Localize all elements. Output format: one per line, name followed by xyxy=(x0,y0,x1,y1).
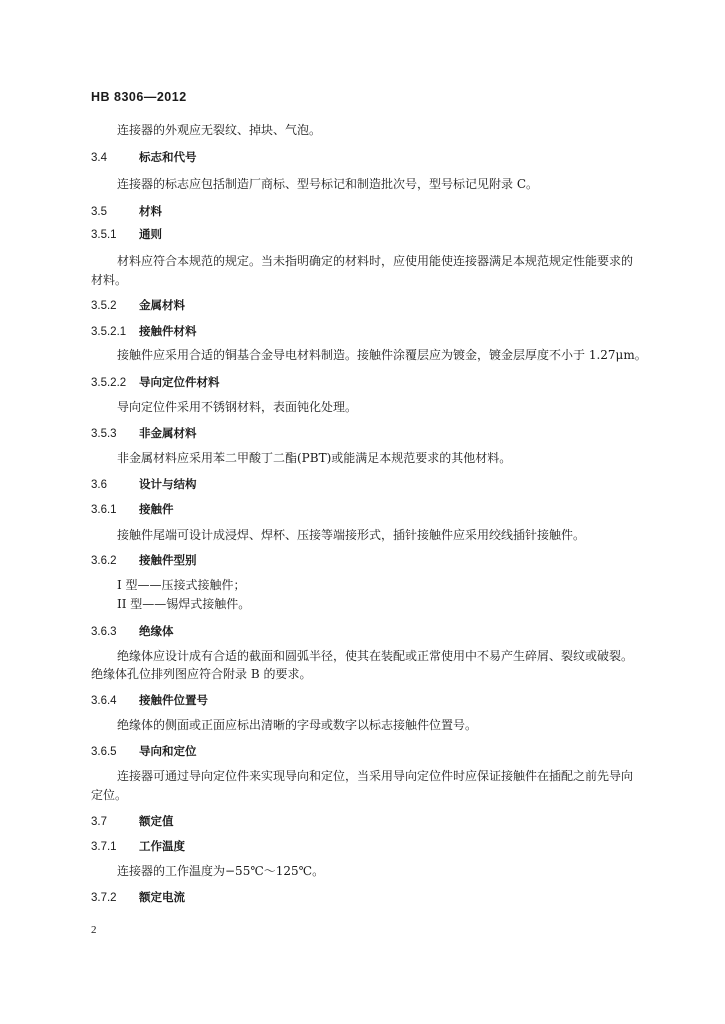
section-number: 3.7 xyxy=(91,816,107,828)
list-item-type-1: I 型——压接式接触件； xyxy=(117,578,246,592)
paragraph-3-4: 连接器的标志应包括制造厂商标、型号标记和制造批次号，型号标记见附录 C。 xyxy=(117,177,538,191)
paragraph-3-5-1-line2: 材料。 xyxy=(91,273,128,287)
section-heading-3-7-2 xyxy=(91,890,185,905)
section-title: 导向和定位 xyxy=(139,744,197,758)
paragraph-3-6-5-line2: 定位。 xyxy=(91,788,128,802)
section-heading-3-5-3 xyxy=(91,426,197,441)
section-number: 3.7.1 xyxy=(91,841,117,853)
section-title: 非金属材料 xyxy=(139,426,197,440)
section-number: 3.6.5 xyxy=(91,746,117,758)
section-title: 接触件材料 xyxy=(139,324,197,338)
section-title: 设计与结构 xyxy=(139,477,197,491)
section-number: 3.6.3 xyxy=(91,626,117,638)
paragraph-3-6-4: 绝缘体的侧面或正面应标出清晰的字母或数字以标志接触件位置号。 xyxy=(117,718,478,732)
section-title: 导向定位件材料 xyxy=(139,375,220,389)
section-number: 3.5.1 xyxy=(91,229,117,241)
section-title: 接触件型别 xyxy=(139,553,197,567)
section-title: 金属材料 xyxy=(139,298,185,312)
section-heading-3-6-4 xyxy=(91,693,208,708)
section-title: 标志和代号 xyxy=(139,150,197,164)
section-number: 3.5.2.2 xyxy=(91,377,127,389)
section-title: 通则 xyxy=(139,227,162,241)
paragraph-3-5-2-2: 导向定位件采用不锈钢材料，表面钝化处理。 xyxy=(117,400,358,414)
section-heading-3-5 xyxy=(91,204,162,219)
section-number: 3.5.2.1 xyxy=(91,326,127,338)
paragraph-3-7-1: 连接器的工作温度为−55℃～125℃。 xyxy=(117,864,325,878)
section-heading-3-6-3 xyxy=(91,624,174,639)
section-heading-3-4 xyxy=(91,150,197,165)
paragraph-3-5-3: 非金属材料应采用苯二甲酸丁二酯(PBT)或能满足本规范要求的其他材料。 xyxy=(117,451,512,465)
section-title: 额定电流 xyxy=(139,890,185,904)
section-heading-3-7 xyxy=(91,814,174,829)
page-number: 2 xyxy=(91,924,97,936)
section-number: 3.4 xyxy=(91,152,107,164)
section-heading-3-6-2 xyxy=(91,553,197,568)
section-heading-3-7-1 xyxy=(91,839,185,854)
section-heading-3-5-2-1 xyxy=(91,324,197,339)
section-heading-3-5-1 xyxy=(91,227,162,242)
section-heading-3-5-2 xyxy=(91,298,185,313)
section-number: 3.5 xyxy=(91,206,107,218)
paragraph-appearance: 连接器的外观应无裂纹、掉块、气泡。 xyxy=(117,123,322,137)
section-title: 绝缘体 xyxy=(139,624,174,638)
paragraph-3-5-1-line1: 材料应符合本规范的规定。当未指明确定的材料时，应使用能使连接器满足本规范规定性能要求的 xyxy=(117,254,634,268)
section-title: 材料 xyxy=(139,204,162,218)
section-number: 3.6.4 xyxy=(91,695,117,707)
section-number: 3.6 xyxy=(91,479,107,491)
section-number: 3.7.2 xyxy=(91,892,117,904)
section-number: 3.5.2 xyxy=(91,300,117,312)
section-heading-3-6 xyxy=(91,477,197,492)
section-title: 接触件 xyxy=(139,502,174,516)
document-code-header: HB 8306—2012 xyxy=(91,90,187,104)
paragraph-3-6-5-line1: 连接器可通过导向定位件来实现导向和定位，当采用导向定位件时应保证接触件在插配之前先导向 xyxy=(117,769,634,783)
paragraph-3-6-3-line1: 绝缘体应设计成有合适的截面和圆弧半径，使其在装配或正常使用中不易产生碎屑、裂纹或破裂。 xyxy=(117,649,634,663)
section-number: 3.6.2 xyxy=(91,555,117,567)
section-title: 接触件位置号 xyxy=(139,693,208,707)
section-title: 工作温度 xyxy=(139,839,185,853)
paragraph-3-5-2-1: 接触件应采用合适的铜基合金导电材料制造。接触件涂覆层应为镀金，镀金层厚度不小于 1.27μm。 xyxy=(117,348,647,362)
paragraph-3-6-1: 接触件尾端可设计成浸焊、焊杯、压接等端接形式，插针接触件应采用绞线插针接触件。 xyxy=(117,528,586,542)
section-title: 额定值 xyxy=(139,814,174,828)
list-item-type-2: II 型——锡焊式接触件。 xyxy=(117,597,251,611)
section-number: 3.6.1 xyxy=(91,504,117,516)
section-heading-3-5-2-2 xyxy=(91,375,220,390)
section-number: 3.5.3 xyxy=(91,428,117,440)
paragraph-3-6-3-line2: 绝缘体孔位排列图应符合附录 B 的要求。 xyxy=(91,667,312,681)
section-heading-3-6-1 xyxy=(91,502,174,517)
section-heading-3-6-5 xyxy=(91,744,197,759)
